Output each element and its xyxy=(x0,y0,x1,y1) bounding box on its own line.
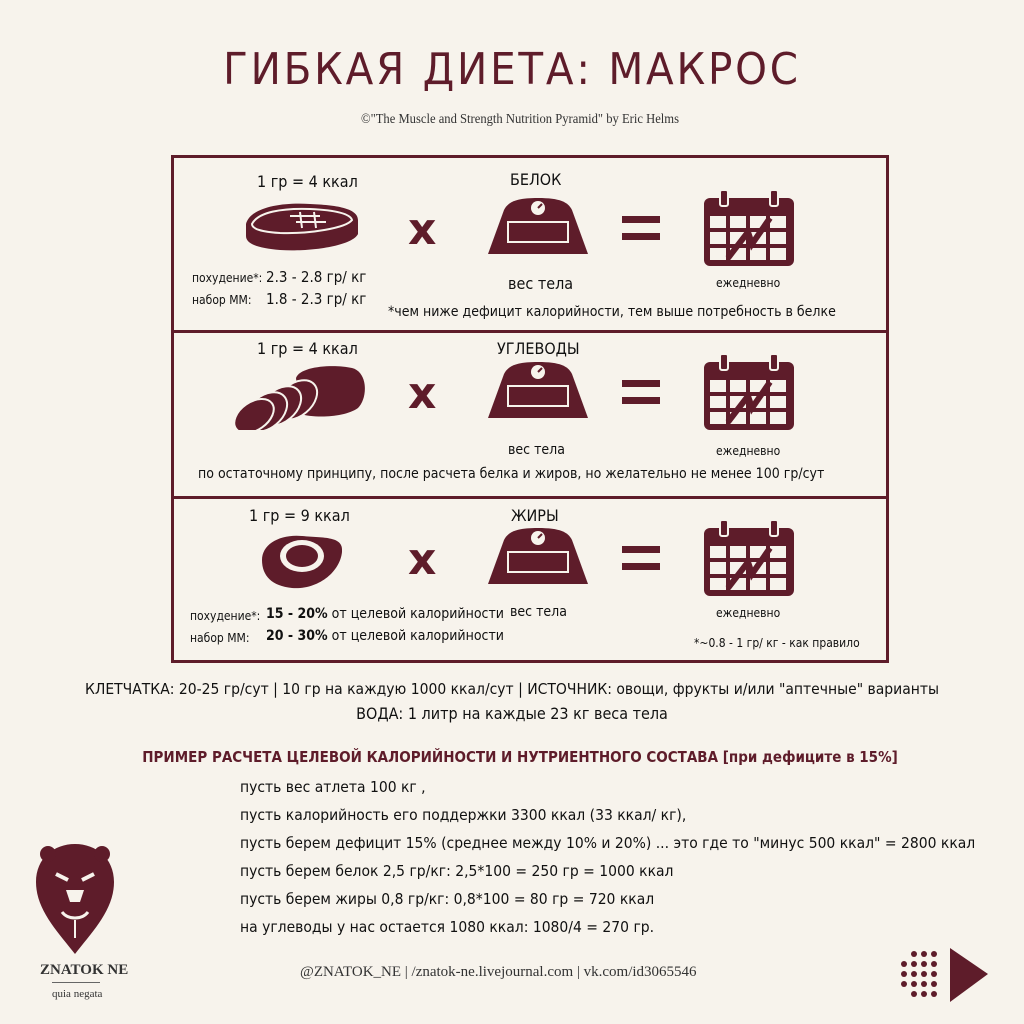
protein-note: *чем ниже дефицит калорийности, тем выше потребность в белке xyxy=(388,304,836,320)
protein-weight-label: вес тела xyxy=(508,274,574,293)
steak-icon xyxy=(240,198,362,254)
next-arrow-icon[interactable] xyxy=(896,942,996,1008)
fats-cut-value: 15 - 20% от целевой калорийности xyxy=(266,606,504,622)
multiply-sign: x xyxy=(408,368,437,419)
bear-logo-icon xyxy=(34,840,116,956)
calendar-icon xyxy=(702,518,796,598)
protein-cut-value: 2.3 - 2.8 гр/ кг xyxy=(266,268,367,286)
fats-title: ЖИРЫ xyxy=(511,506,559,525)
carbs-daily-label: ежедневно xyxy=(716,444,781,458)
credit-line: ©"The Muscle and Strength Nutrition Pyramid" by Eric Helms xyxy=(360,112,680,127)
avocado-icon xyxy=(258,530,346,592)
fats-bulk-label: набор ММ: xyxy=(190,631,250,645)
example-line: пусть вес атлета 100 кг , xyxy=(240,778,426,796)
footer-links: @ZNATOK_NE | /znatok-ne.livejournal.com | vk.com/id3065546 xyxy=(300,964,697,980)
fats-cut-label: похудение*: xyxy=(190,609,261,623)
carbs-title: УГЛЕВОДЫ xyxy=(497,339,580,358)
row-divider xyxy=(171,496,889,499)
example-line: на углеводы у нас остается 1080 ккал: 1080/4 = 270 гр. xyxy=(240,918,655,936)
carbs-note: по остаточному принципу, после расчета белка и жиров, но желательно не менее 100 гр/сут xyxy=(198,466,825,482)
fiber-note: КЛЕТЧАТКА: 20-25 гр/сут | 10 гр на каждую 1000 ккал/сут | ИСТОЧНИК: овощи, фрукты и/или "аптечные" варианты xyxy=(84,680,940,698)
example-line: пусть калорийность его поддержки 3300 ккал (33 ккал/ кг), xyxy=(240,806,687,824)
water-note: ВОДА: 1 литр на каждые 23 кг веса тела xyxy=(356,704,668,723)
bread-icon xyxy=(234,362,368,430)
example-line: пусть берем белок 2,5 гр/кг: 2,5*100 = 250 гр = 1000 ккал xyxy=(240,862,674,880)
protein-kcal: 1 гр = 4 ккал xyxy=(257,172,358,191)
page-title: ГИБКАЯ ДИЕТА: МАКРОС xyxy=(223,44,801,95)
scale-icon xyxy=(486,360,590,422)
equals-sign xyxy=(622,546,660,570)
protein-cut-label: похудение*: xyxy=(192,271,263,285)
fats-kcal: 1 гр = 9 ккал xyxy=(249,506,350,525)
protein-bulk-label: набор ММ: xyxy=(192,293,252,307)
equals-sign xyxy=(622,216,660,240)
calendar-icon xyxy=(702,352,796,432)
brand-motto: quia negata xyxy=(52,988,103,1000)
scale-icon xyxy=(486,526,590,588)
carbs-weight-label: вес тела xyxy=(508,442,565,458)
fats-weight-label: вес тела xyxy=(510,604,567,620)
protein-bulk-value: 1.8 - 2.3 гр/ кг xyxy=(266,290,367,308)
fats-daily-label: ежедневно xyxy=(716,606,781,620)
calendar-icon xyxy=(702,188,796,268)
protein-daily-label: ежедневно xyxy=(716,276,781,290)
protein-title: БЕЛОК xyxy=(510,170,562,189)
example-line: пусть берем жиры 0,8 гр/кг: 0,8*100 = 80 гр = 720 ккал xyxy=(240,890,655,908)
example-line: пусть берем дефицит 15% (среднее между 10% и 20%) ... это где то "минус 500 ккал" = 2800 ккал xyxy=(240,834,976,852)
brand-name: ZNATOK NE xyxy=(40,962,129,978)
row-divider xyxy=(171,330,889,333)
multiply-sign: x xyxy=(408,204,437,255)
equals-sign xyxy=(622,380,660,404)
brand-divider xyxy=(52,982,100,983)
fats-note: *~0.8 - 1 гр/ кг - как правило xyxy=(694,636,860,650)
example-heading: ПРИМЕР РАСЧЕТА ЦЕЛЕВОЙ КАЛОРИЙНОСТИ И НУТРИЕНТНОГО СОСТАВА [при дефиците в 15%] xyxy=(142,748,898,766)
fats-bulk-value: 20 - 30% от целевой калорийности xyxy=(266,628,504,644)
scale-icon xyxy=(486,196,590,258)
multiply-sign: x xyxy=(408,534,437,585)
carbs-kcal: 1 гр = 4 ккал xyxy=(257,339,358,358)
